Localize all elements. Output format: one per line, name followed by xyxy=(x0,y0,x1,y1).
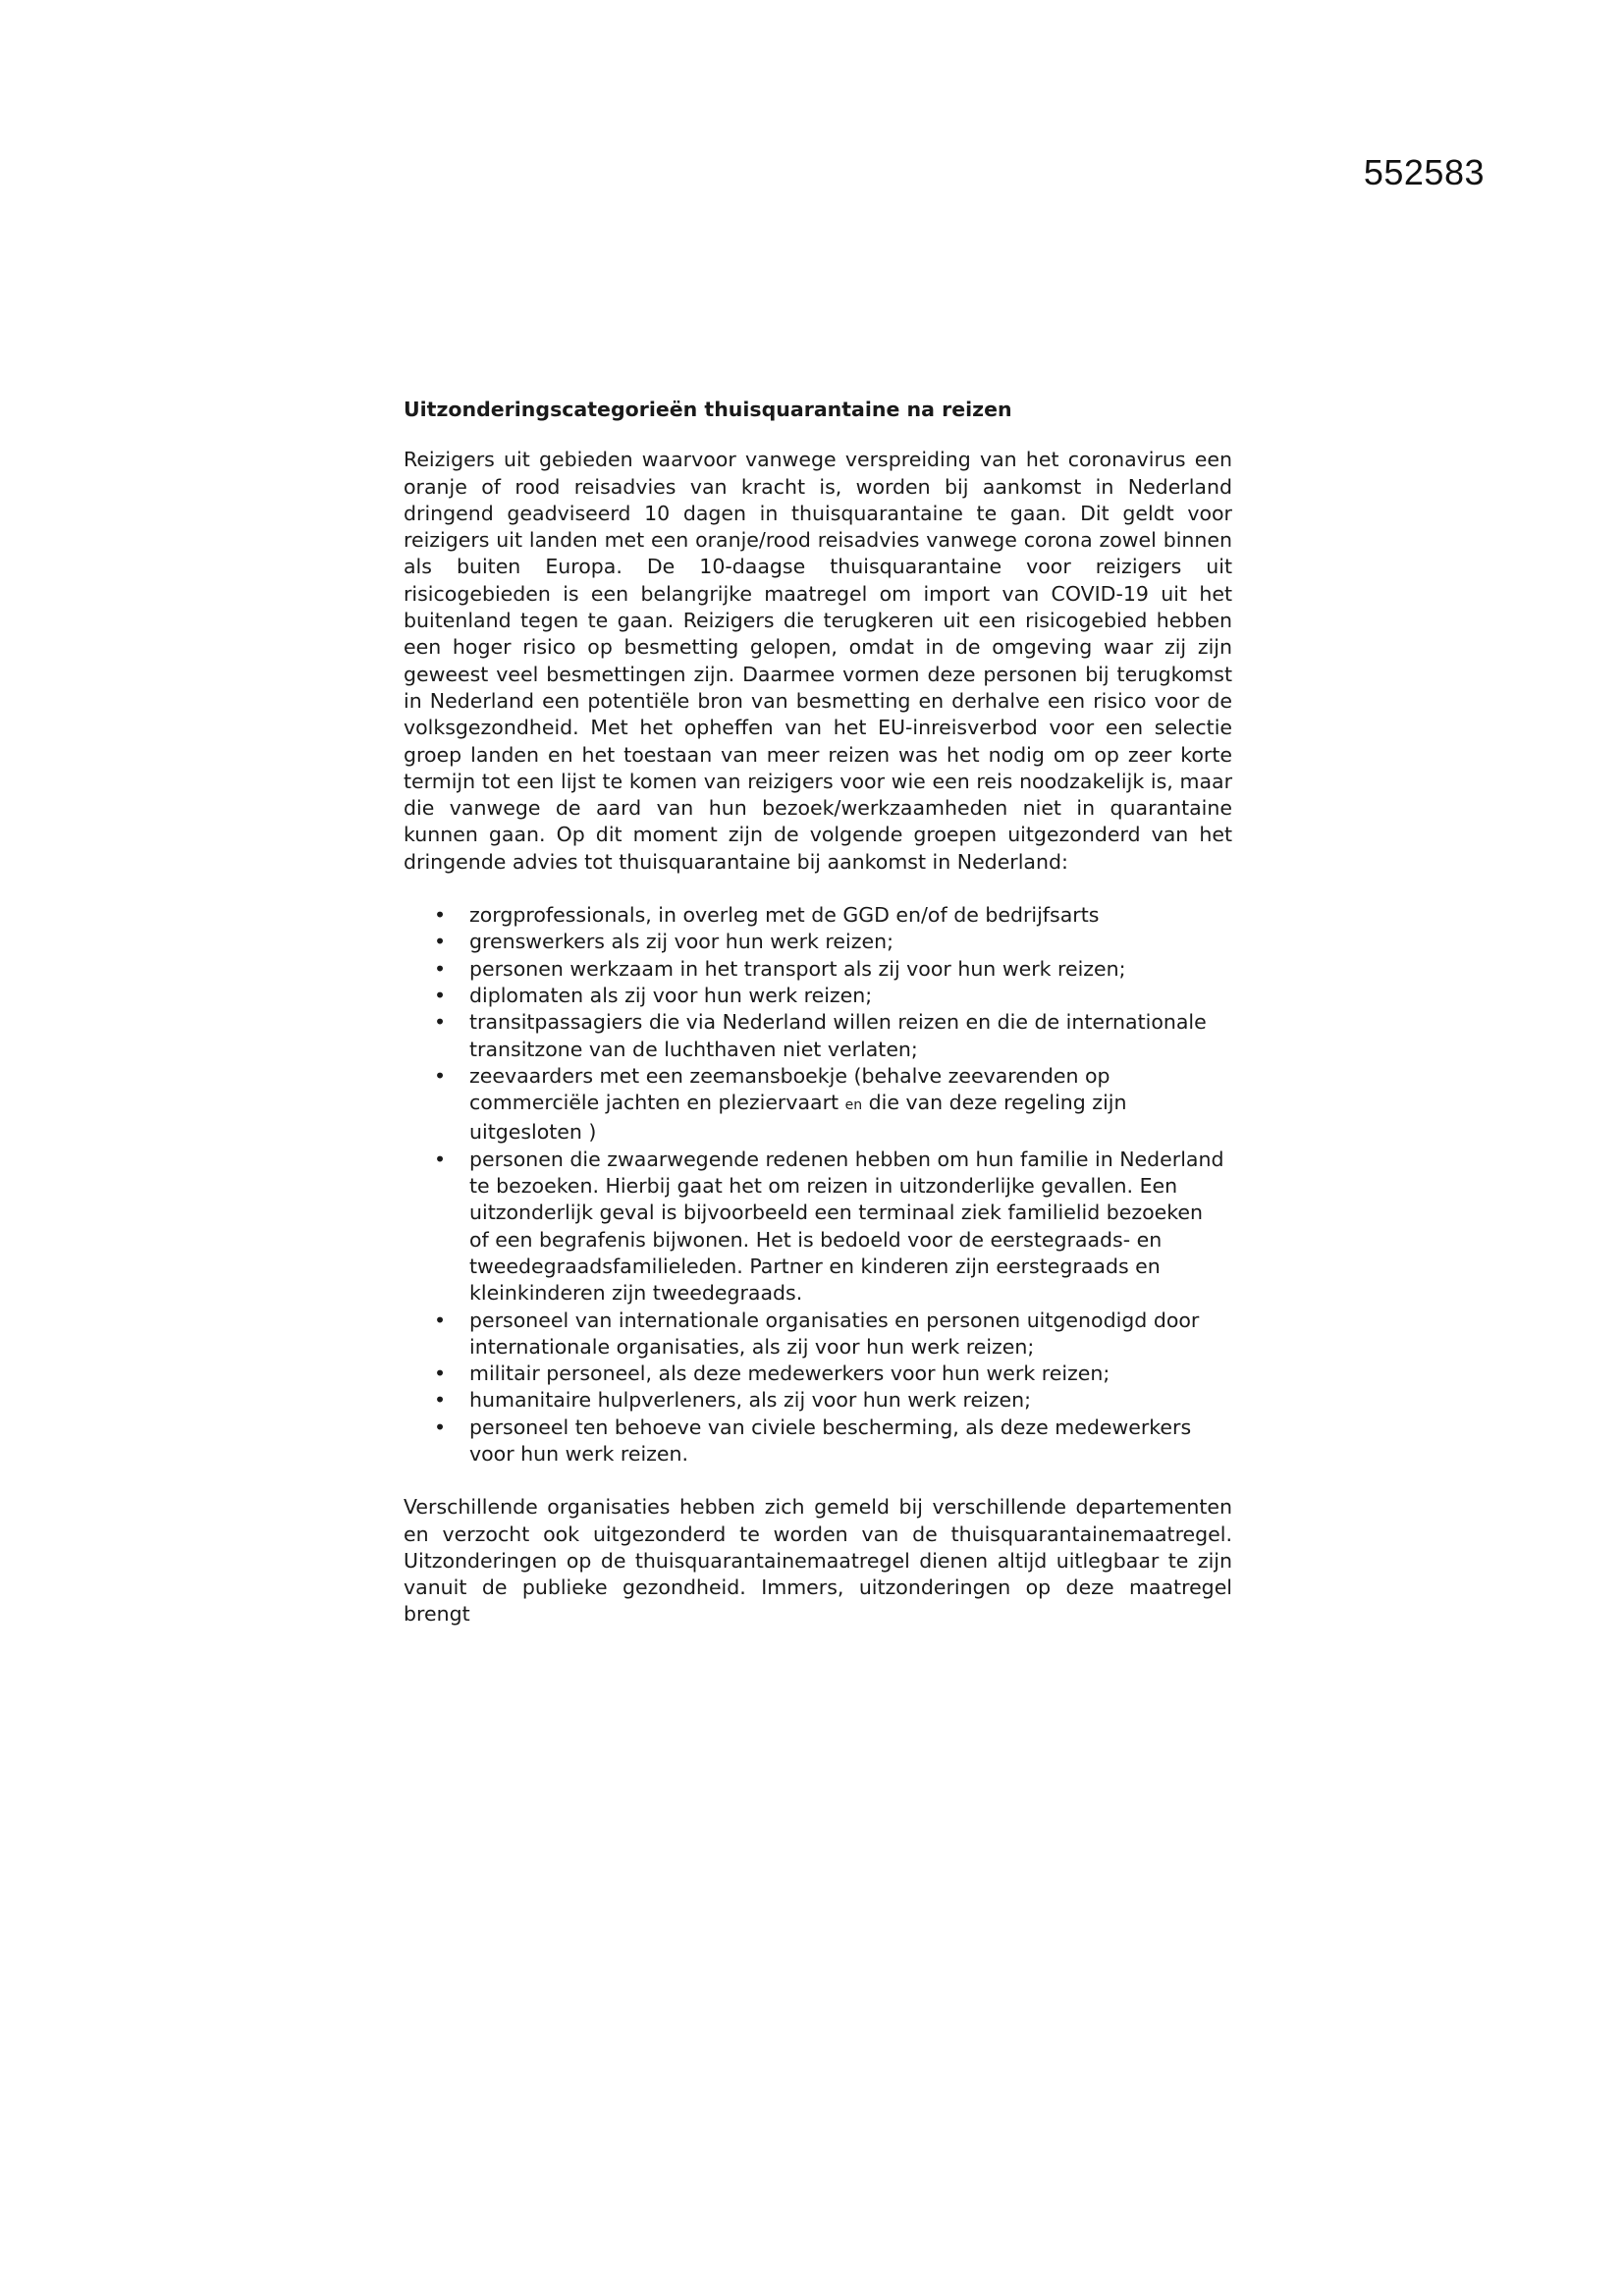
bullet-icon: • xyxy=(433,983,447,1007)
bullet-icon: • xyxy=(433,1010,447,1035)
list-item xyxy=(433,929,1232,955)
bullet-icon: • xyxy=(433,1147,447,1171)
bullet-icon: • xyxy=(433,1388,447,1413)
list-item xyxy=(433,1147,1232,1308)
list-item-text: personeel van internationale organisaties en personen uitgenodigd door internationale organisaties, als zij voor hun werk reizen; xyxy=(469,1308,1200,1359)
list-item-text: personen werkzaam in het transport als zij voor hun werk reizen; xyxy=(469,956,1126,981)
list-item-text: personen die zwaarwegende redenen hebben om hun familie in Nederland te bezoeken. Hierbij gaat het om reizen in uitzonderlijke gevallen. Een uitzonderlijk geval is bijvoorbeeld een terminaal ziek familielid bezoeken of een begrafenis bijwonen. Het is bedoeld voor de eerstegraads- en tweedegraadsfamilieleden. Partner en kinderen zijn eerstegraads en kleinkinderen zijn tweedegraads. xyxy=(469,1147,1224,1306)
list-item-text: transitpassagiers die via Nederland willen reizen en die de internationale transitzone van de luchthaven niet verlaten; xyxy=(469,1010,1207,1061)
bullet-icon: • xyxy=(433,956,447,981)
list-item xyxy=(433,1063,1232,1147)
list-item xyxy=(433,956,1232,983)
list-item-text-part: die van deze regeling zijn uitgesloten ) xyxy=(469,1091,1127,1145)
intro-paragraph: Reizigers uit gebieden waarvoor vanwege verspreiding van het coronavirus een oranje of rood reisadvies van kracht is, worden bij aankomst in Nederland dringend geadviseerd 10 dagen in thuisquarantaine te gaan. Dit geldt voor reizigers uit landen met een oranje/rood reisadvies vanwege corona zowel binnen als buiten Europa. De 10-daagse thuisquarantaine voor reizigers uit risicogebieden is een belangrijke maatregel om import van COVID-19 uit het buitenland tegen te gaan. Reizigers die terugkeren uit een risicogebied hebben een hoger risico op besmetting gelopen, omdat in de omgeving waar zij zijn geweest veel besmettingen zijn. Daarmee vormen deze personen bij terugkomst in Nederland een potentiële bron van besmetting en derhalve een risico voor de volksgezondheid. Met het opheffen van het EU-inreisverbod voor een selectie groep landen en het toestaan van meer reizen was het nodig om op zeer korte termijn tot een lijst te komen van reizigers voor wie een reis noodzakelijk is, maar die vanwege de aard van hun bezoek/werkzaamheden niet in quarantaine kunnen gaan. Op dit moment zijn de volgende groepen uitgezonderd van het dringende advies tot thuisquarantaine bij aankomst in Nederland: xyxy=(404,448,1232,874)
list-item-text xyxy=(469,1064,1126,1145)
list-item-text: personeel ten behoeve van civiele bescherming, als deze medewerkers voor hun werk reizen. xyxy=(469,1415,1192,1466)
list-item-text: grenswerkers als zij voor hun werk reizen; xyxy=(469,930,893,954)
list-item xyxy=(433,1009,1232,1063)
exception-list xyxy=(404,902,1232,1468)
bullet-icon: • xyxy=(433,1362,447,1386)
list-item-text-part: zeevaarders met een zeemansboekje (behalve zeevarenden op commerciële jachten en pleziervaart xyxy=(469,1063,1110,1115)
document-number: 552583 xyxy=(1363,152,1485,192)
bullet-icon: • xyxy=(433,930,447,954)
closing-paragraph: Verschillende organisaties hebben zich gemeld bij verschillende departementen en verzocht ook uitgezonderd te worden van de thuisquarantainemaatregel. Uitzonderingen op de thuisquarantainemaatregel dienen altijd uitlegbaar te zijn vanuit de publieke gezondheid. Immers, uitzonderingen op deze maatregel brengt xyxy=(404,1495,1232,1627)
document-body xyxy=(404,397,1232,1629)
list-item-text-small: en xyxy=(844,1097,863,1114)
list-item-text: humanitaire hulpverleners, als zij voor hun werk reizen; xyxy=(469,1388,1032,1413)
list-item xyxy=(433,1361,1232,1387)
list-item xyxy=(433,983,1232,1009)
list-item-text: zorgprofessionals, in overleg met de GGD en/of de bedrijfsarts xyxy=(469,903,1100,928)
bullet-icon: • xyxy=(433,1063,447,1088)
list-item xyxy=(433,1308,1232,1362)
list-item xyxy=(433,902,1232,929)
list-item-text: militair personeel, als deze medewerkers voor hun werk reizen; xyxy=(469,1362,1110,1386)
document-heading: Uitzonderingscategorieën thuisquarantaine na reizen xyxy=(404,398,1012,421)
bullet-icon: • xyxy=(433,1308,447,1332)
list-item xyxy=(433,1415,1232,1468)
list-item-text: diplomaten als zij voor hun werk reizen; xyxy=(469,983,873,1007)
list-item xyxy=(433,1387,1232,1414)
bullet-icon: • xyxy=(433,1415,447,1439)
bullet-icon: • xyxy=(433,903,447,928)
